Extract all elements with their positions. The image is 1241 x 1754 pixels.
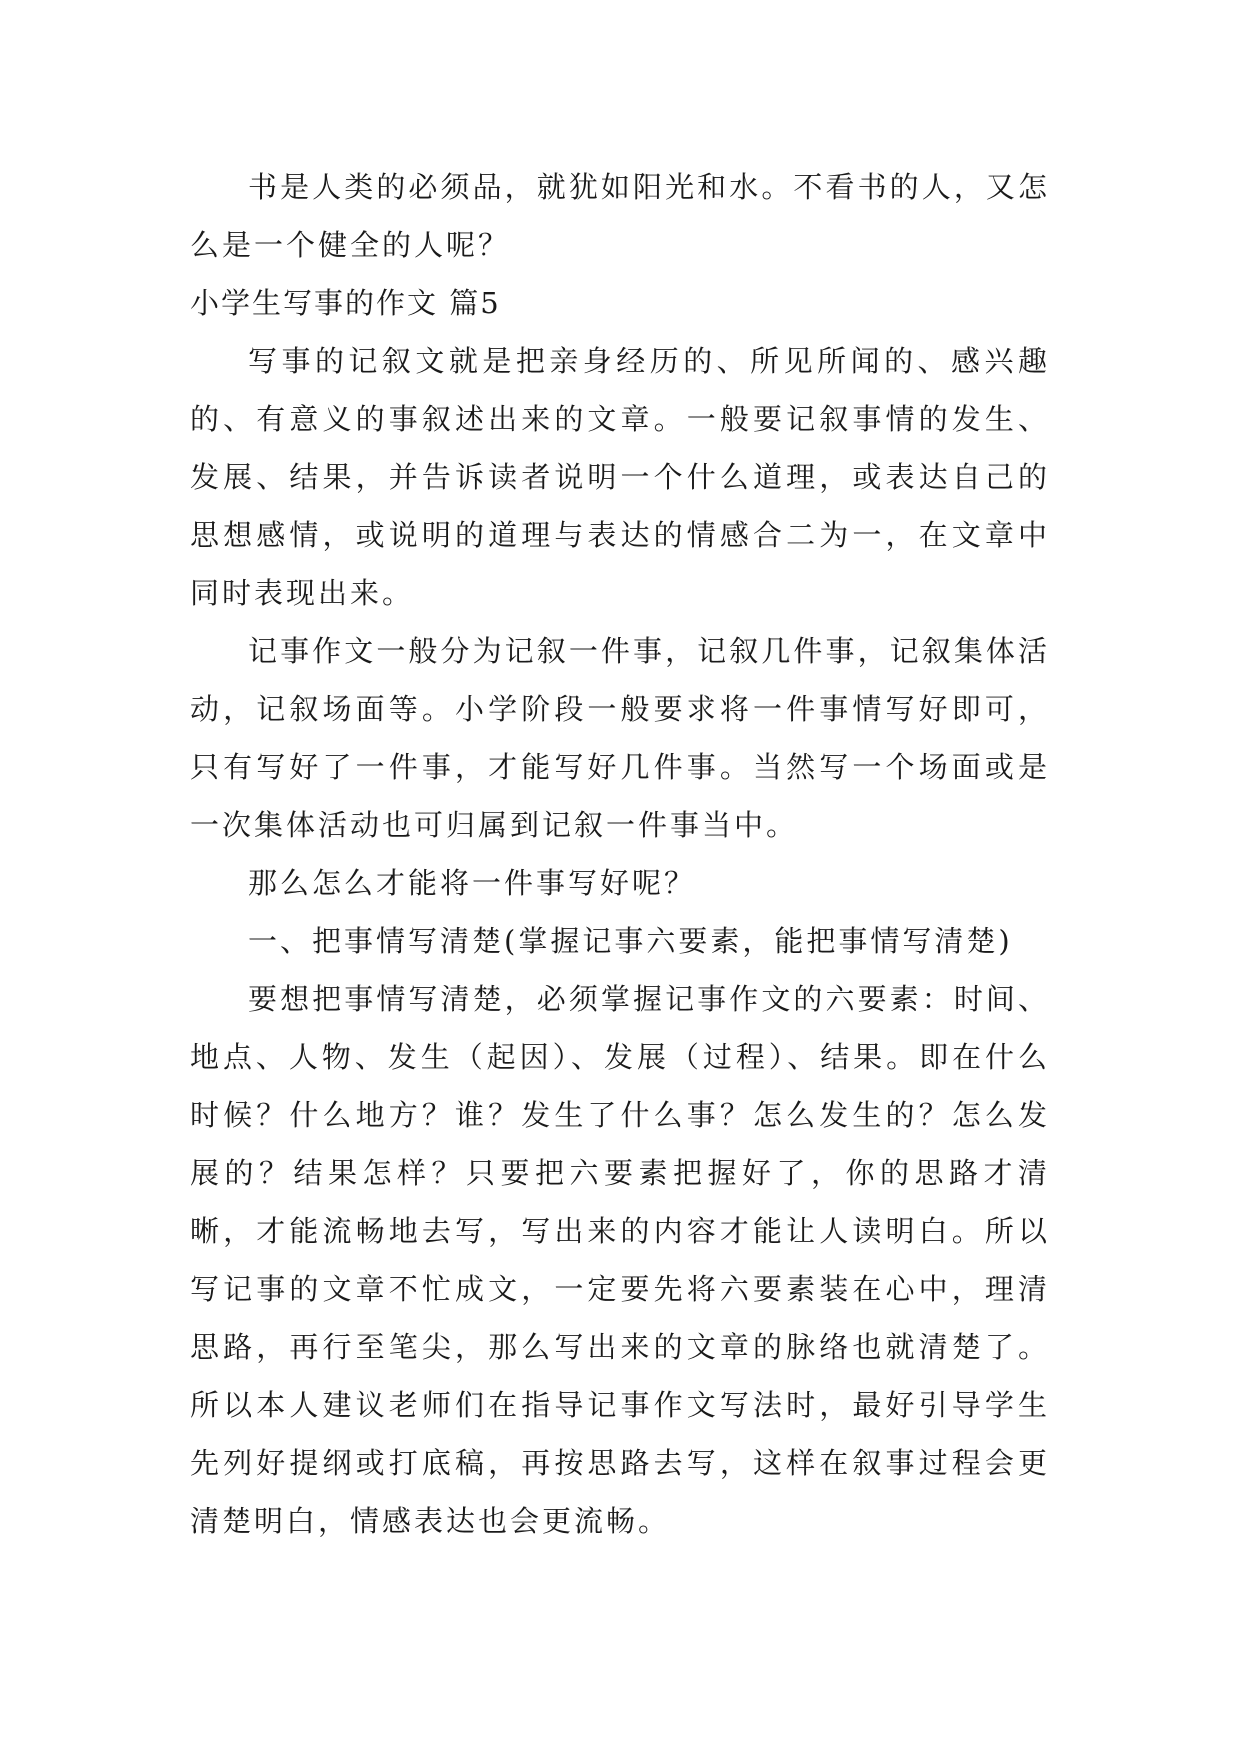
paragraph-categories: 记事作文一般分为记叙一件事，记叙几件事，记叙集体活动，记叙场面等。小学阶段一般要求将一件事情写好即可，只有写好了一件事，才能写好几件事。当然写一个场面或是一次集体活动也可归属到记叙一件事当中。 xyxy=(190,634,1050,842)
paragraph-question: 那么怎么才能将一件事写好呢？ xyxy=(248,866,697,900)
paragraph-definition: 写事的记叙文就是把亲身经历的、所见所闻的、感兴趣的、有意义的事叙述出来的文章。一般要记叙事情的发生、发展、结果，并告诉读者说明一个什么道理，或表达自己的思想感情，或说明的道理与表达的情感合二为一，在文章中同时表现出来。 xyxy=(190,344,1050,610)
document-body xyxy=(190,158,1050,1550)
paragraph-six-elements: 要想把事情写清楚，必须掌握记事作文的六要素：时间、地点、人物、发生（起因）、发展（过程）、结果。即在什么时候？什么地方？谁？发生了什么事？怎么发生的？怎么发展的？结果怎样？只要把六要素把握好了，你的思路才清晰，才能流畅地去写，写出来的内容才能让人读明白。所以写记事的文章不忙成文，一定要先将六要素装在心中，理清思路，再行至笔尖，那么写出来的文章的脉络也就清楚了。所以本人建议老师们在指导记事作文写法时，最好引导学生先列好提纲或打底稿，再按思路去写，这样在叙事过程会更清楚明白，情感表达也会更流畅。 xyxy=(190,982,1050,1538)
paragraph-point-one: 一、把事情写清楚(掌握记事六要素，能把事情写清楚) xyxy=(248,924,1013,958)
paragraph-book-necessity: 书是人类的必须品，就犹如阳光和水。不看书的人，又怎么是一个健全的人呢？ xyxy=(190,170,1050,262)
section-heading: 小学生写事的作文 篇5 xyxy=(190,286,501,320)
